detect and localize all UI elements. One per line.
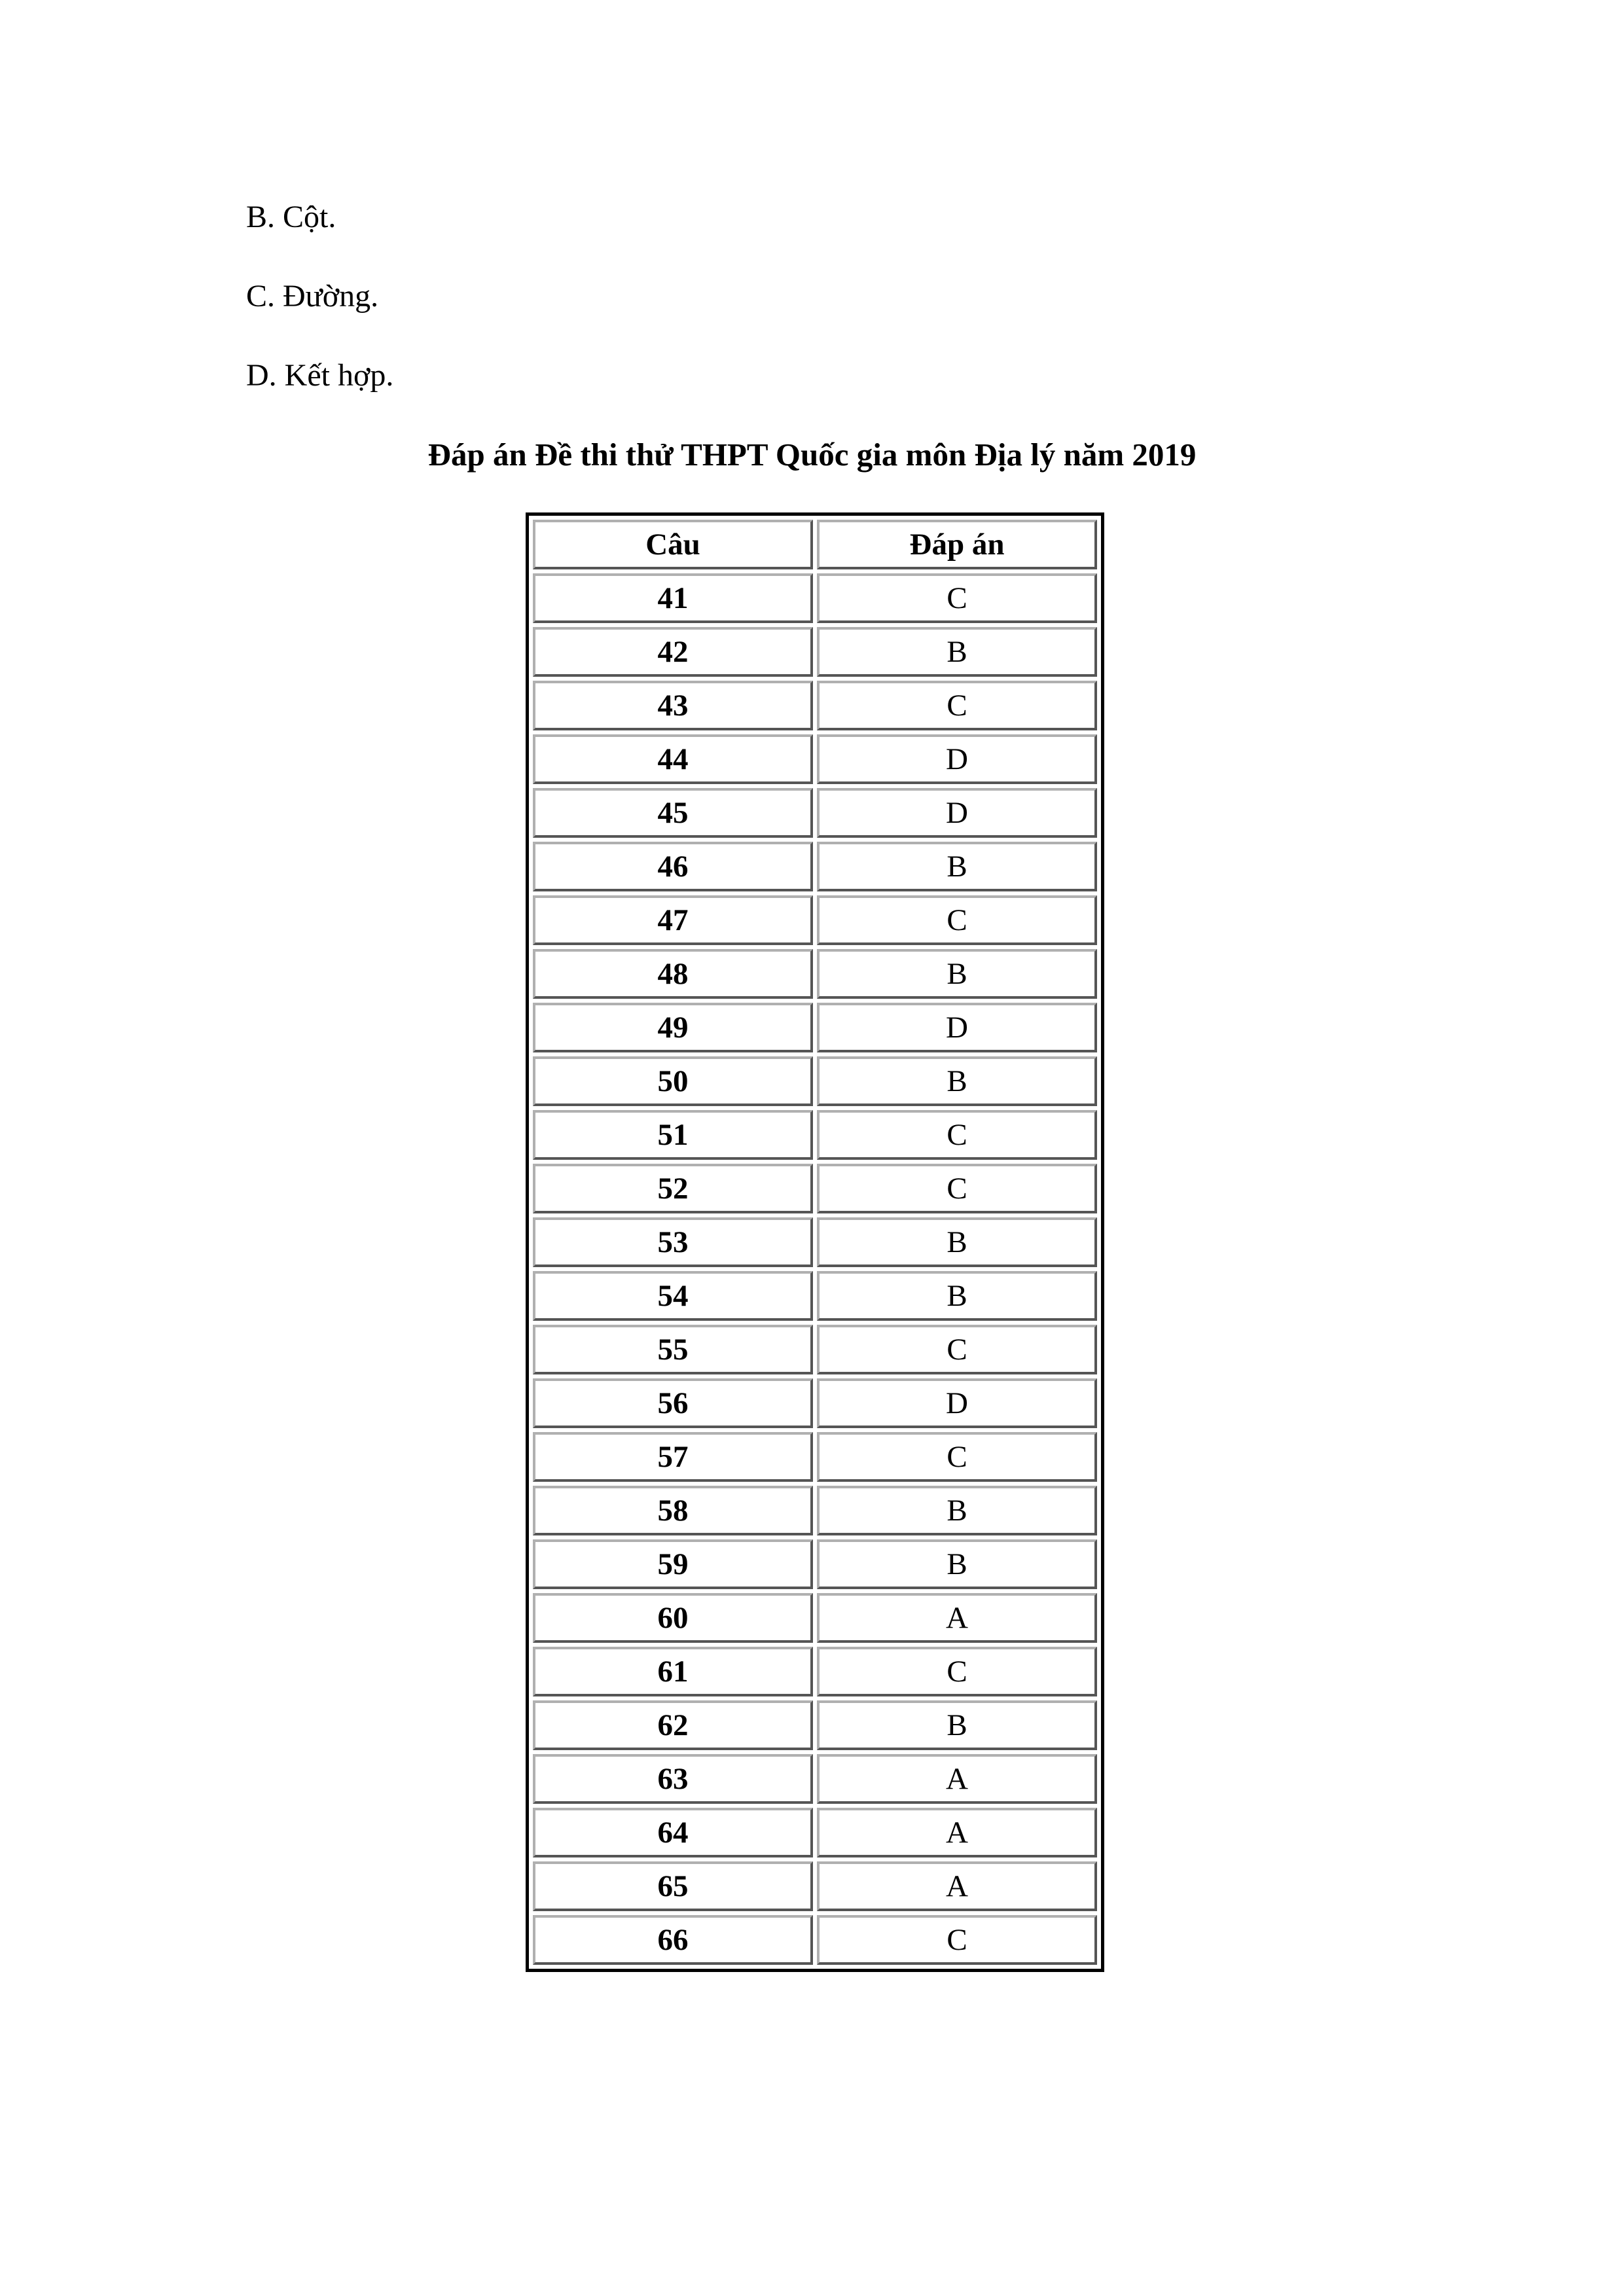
table-row bbox=[533, 1647, 1097, 1696]
table-row bbox=[533, 1754, 1097, 1804]
question-number-cell: 65 bbox=[533, 1861, 813, 1911]
answer-cell: C bbox=[817, 895, 1097, 945]
table-row bbox=[533, 788, 1097, 838]
table-row bbox=[533, 1700, 1097, 1750]
question-number-cell: 53 bbox=[533, 1217, 813, 1267]
answer-cell: B bbox=[817, 842, 1097, 891]
question-number-cell: 63 bbox=[533, 1754, 813, 1804]
question-number-cell: 56 bbox=[533, 1378, 813, 1428]
option-b: B. Cột. bbox=[246, 200, 336, 234]
question-number-cell: 47 bbox=[533, 895, 813, 945]
question-number-cell: 42 bbox=[533, 627, 813, 677]
table-row bbox=[533, 1861, 1097, 1911]
table-row bbox=[533, 1593, 1097, 1643]
question-number-cell: 45 bbox=[533, 788, 813, 838]
table-row bbox=[533, 681, 1097, 730]
answer-cell: C bbox=[817, 1915, 1097, 1965]
question-number-cell: 49 bbox=[533, 1003, 813, 1052]
answer-cell: C bbox=[817, 1164, 1097, 1213]
answer-cell: C bbox=[817, 1110, 1097, 1160]
question-number-cell: 57 bbox=[533, 1432, 813, 1482]
answer-cell: C bbox=[817, 1325, 1097, 1374]
question-number-cell: 61 bbox=[533, 1647, 813, 1696]
table-row bbox=[533, 1486, 1097, 1535]
question-number-cell: 59 bbox=[533, 1539, 813, 1589]
table-row bbox=[533, 1808, 1097, 1857]
table-row bbox=[533, 1110, 1097, 1160]
answer-cell: D bbox=[817, 1378, 1097, 1428]
answer-cell: B bbox=[817, 627, 1097, 677]
question-number-cell: 62 bbox=[533, 1700, 813, 1750]
question-number-cell: 41 bbox=[533, 573, 813, 623]
table-row bbox=[533, 1378, 1097, 1428]
table-row bbox=[533, 842, 1097, 891]
answer-rows bbox=[533, 573, 1097, 1965]
table-row bbox=[533, 734, 1097, 784]
question-number-cell: 43 bbox=[533, 681, 813, 730]
answer-cell: A bbox=[817, 1593, 1097, 1643]
answer-cell: C bbox=[817, 681, 1097, 730]
table-row bbox=[533, 1432, 1097, 1482]
table-row bbox=[533, 1003, 1097, 1052]
option-c: C. Đường. bbox=[246, 279, 379, 314]
question-number-cell: 50 bbox=[533, 1056, 813, 1106]
question-number-cell: 58 bbox=[533, 1486, 813, 1535]
answer-cell: B bbox=[817, 949, 1097, 999]
question-number-cell: 64 bbox=[533, 1808, 813, 1857]
answer-cell: C bbox=[817, 573, 1097, 623]
table-row bbox=[533, 1217, 1097, 1267]
answer-key-title: Đáp án Đề thi thử THPT Quốc gia môn Địa lý năm 2019 bbox=[427, 437, 1197, 473]
question-number-cell: 48 bbox=[533, 949, 813, 999]
answer-cell: B bbox=[817, 1700, 1097, 1750]
column-header-question: Câu bbox=[533, 520, 813, 569]
answer-cell: C bbox=[817, 1647, 1097, 1696]
answer-cell: C bbox=[817, 1432, 1097, 1482]
answer-cell: A bbox=[817, 1754, 1097, 1804]
table-row bbox=[533, 949, 1097, 999]
table-row bbox=[533, 1164, 1097, 1213]
answer-cell: A bbox=[817, 1861, 1097, 1911]
option-d: D. Kết hợp. bbox=[246, 358, 394, 393]
table-row bbox=[533, 1325, 1097, 1374]
question-number-cell: 55 bbox=[533, 1325, 813, 1374]
table-row bbox=[533, 1271, 1097, 1321]
answer-cell: B bbox=[817, 1539, 1097, 1589]
answer-cell: D bbox=[817, 788, 1097, 838]
table-row bbox=[533, 627, 1097, 677]
answer-cell: B bbox=[817, 1271, 1097, 1321]
answer-cell: A bbox=[817, 1808, 1097, 1857]
answer-cell: B bbox=[817, 1217, 1097, 1267]
answer-cell: B bbox=[817, 1486, 1097, 1535]
table-row bbox=[533, 573, 1097, 623]
column-header-answer: Đáp án bbox=[817, 520, 1097, 569]
question-number-cell: 46 bbox=[533, 842, 813, 891]
question-number-cell: 66 bbox=[533, 1915, 813, 1965]
table-row bbox=[533, 895, 1097, 945]
table-header-row bbox=[533, 520, 1097, 569]
question-number-cell: 60 bbox=[533, 1593, 813, 1643]
question-number-cell: 44 bbox=[533, 734, 813, 784]
question-number-cell: 54 bbox=[533, 1271, 813, 1321]
answer-table bbox=[526, 512, 1104, 1972]
answer-cell: B bbox=[817, 1056, 1097, 1106]
table-row bbox=[533, 1915, 1097, 1965]
question-number-cell: 51 bbox=[533, 1110, 813, 1160]
table-row bbox=[533, 1539, 1097, 1589]
answer-cell: D bbox=[817, 1003, 1097, 1052]
question-number-cell: 52 bbox=[533, 1164, 813, 1213]
answer-cell: D bbox=[817, 734, 1097, 784]
table-row bbox=[533, 1056, 1097, 1106]
